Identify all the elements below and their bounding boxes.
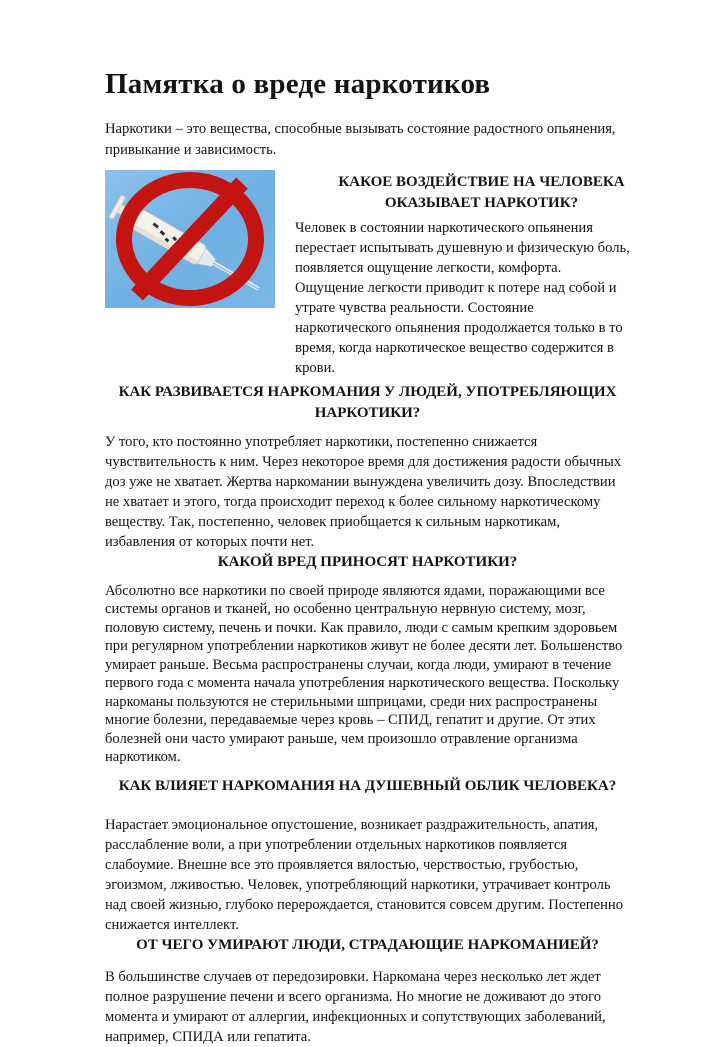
page-title: Памятка о вреде наркотиков — [105, 68, 491, 100]
no-drugs-figure — [105, 170, 275, 308]
section-5-body: В большинстве случаев от передозировки. Наркомана через несколько лет ждет полное разрушение печени и всего организма. Но многие не доживают до этого момента и умирают от аллергии, инфекционных и сопутствующих заболеваний, например, СПИДА или гепатита. — [105, 968, 606, 1045]
section-4-body: Нарастает эмоциональное опустошение, возникает раздражительность, апатия, расслабление воли, а при употреблении отдельных наркотиков появляется слабоумие. Внешне все это проявляется вялостью, черствостью, грубостью, эгоизмом, лживостью. Человек, употребляющий наркотики, утрачивает контроль над своей жизнью, глубоко перерождается, становится совсем другим. Постепенно снижается интеллект. — [105, 817, 624, 933]
section-3-body: Абсолютно все наркотики по своей природе являются ядами, поражающими все системы органов и тканей, но особенно центральную нервную систему, мозг, половую систему, печень и почки. Как правило, люди с самым крепким здоровьем при регулярном употреблении наркотиков живут не более десяти лет. Большенство умирает раньше. Весьма распространены случаи, когда люди, умирают в течение первого года с момента начала употребления наркотического вещества. Поскольку наркоманы пользуются не стерильными шприцами, среди них распространены многие болезни, передаваемые через кровь – СПИД, гепатит и другие. От этих болезней они часто умирают раньше, чем произошло отравление организма наркотиком. — [105, 582, 623, 765]
crossed-out-syringe-icon — [105, 170, 275, 308]
intro-paragraph: Наркотики – это вещества, способные вызывать состояние радостного опьянения, привыкание и зависимость. — [105, 121, 616, 158]
section-1-heading: КАКОЕ ВОЗДЕЙСТВИЕ НА ЧЕЛОВЕКА ОКАЗЫВАЕТ НАРКОТИК? — [338, 174, 625, 211]
section-effect-text — [295, 170, 630, 378]
section-3-heading: КАКОЙ ВРЕД ПРИНОСЯТ НАРКОТИКИ? — [217, 554, 518, 570]
section-2-heading: КАК РАЗВИВАЕТСЯ НАРКОМАНИЯ У ЛЮДЕЙ, УПОТРЕБЛЯЮЩИХ НАРКОТИКИ? — [118, 384, 617, 421]
section-4-heading: КАК ВЛИЯЕТ НАРКОМАНИЯ НА ДУШЕВНЫЙ ОБЛИК ЧЕЛОВЕКА? — [118, 777, 617, 794]
section-5-heading: ОТ ЧЕГО УМИРАЮТ ЛЮДИ, СТРАДАЮЩИЕ НАРКОМАНИЕЙ? — [136, 937, 599, 953]
section-effect — [105, 170, 630, 378]
section-1-body: Человек в состоянии наркотического опьянения перестает испытывать душевную и физическую боль, появляется ощущение легкости, комфорта. Ощущение легкости приводит к потере над собой и утрате чувства реальности. Состояние наркотического опьянения продолжается только в то время, когда наркотическое вещество содержится в крови. — [295, 220, 630, 376]
section-2-body: У того, кто постоянно употребляет наркотики, постепенно снижается чувствительность к ним. Через некоторое время для достижения радости обычных доз уже не хватает. Жертва наркомании вынуждена увеличить дозу. Впоследствии не хватает и этого, тогда происходит переход к более сильному наркотическому веществу. Так, постепенно, человек приобщается к сильным наркотикам, избавления от которых почти нет. — [105, 434, 622, 550]
